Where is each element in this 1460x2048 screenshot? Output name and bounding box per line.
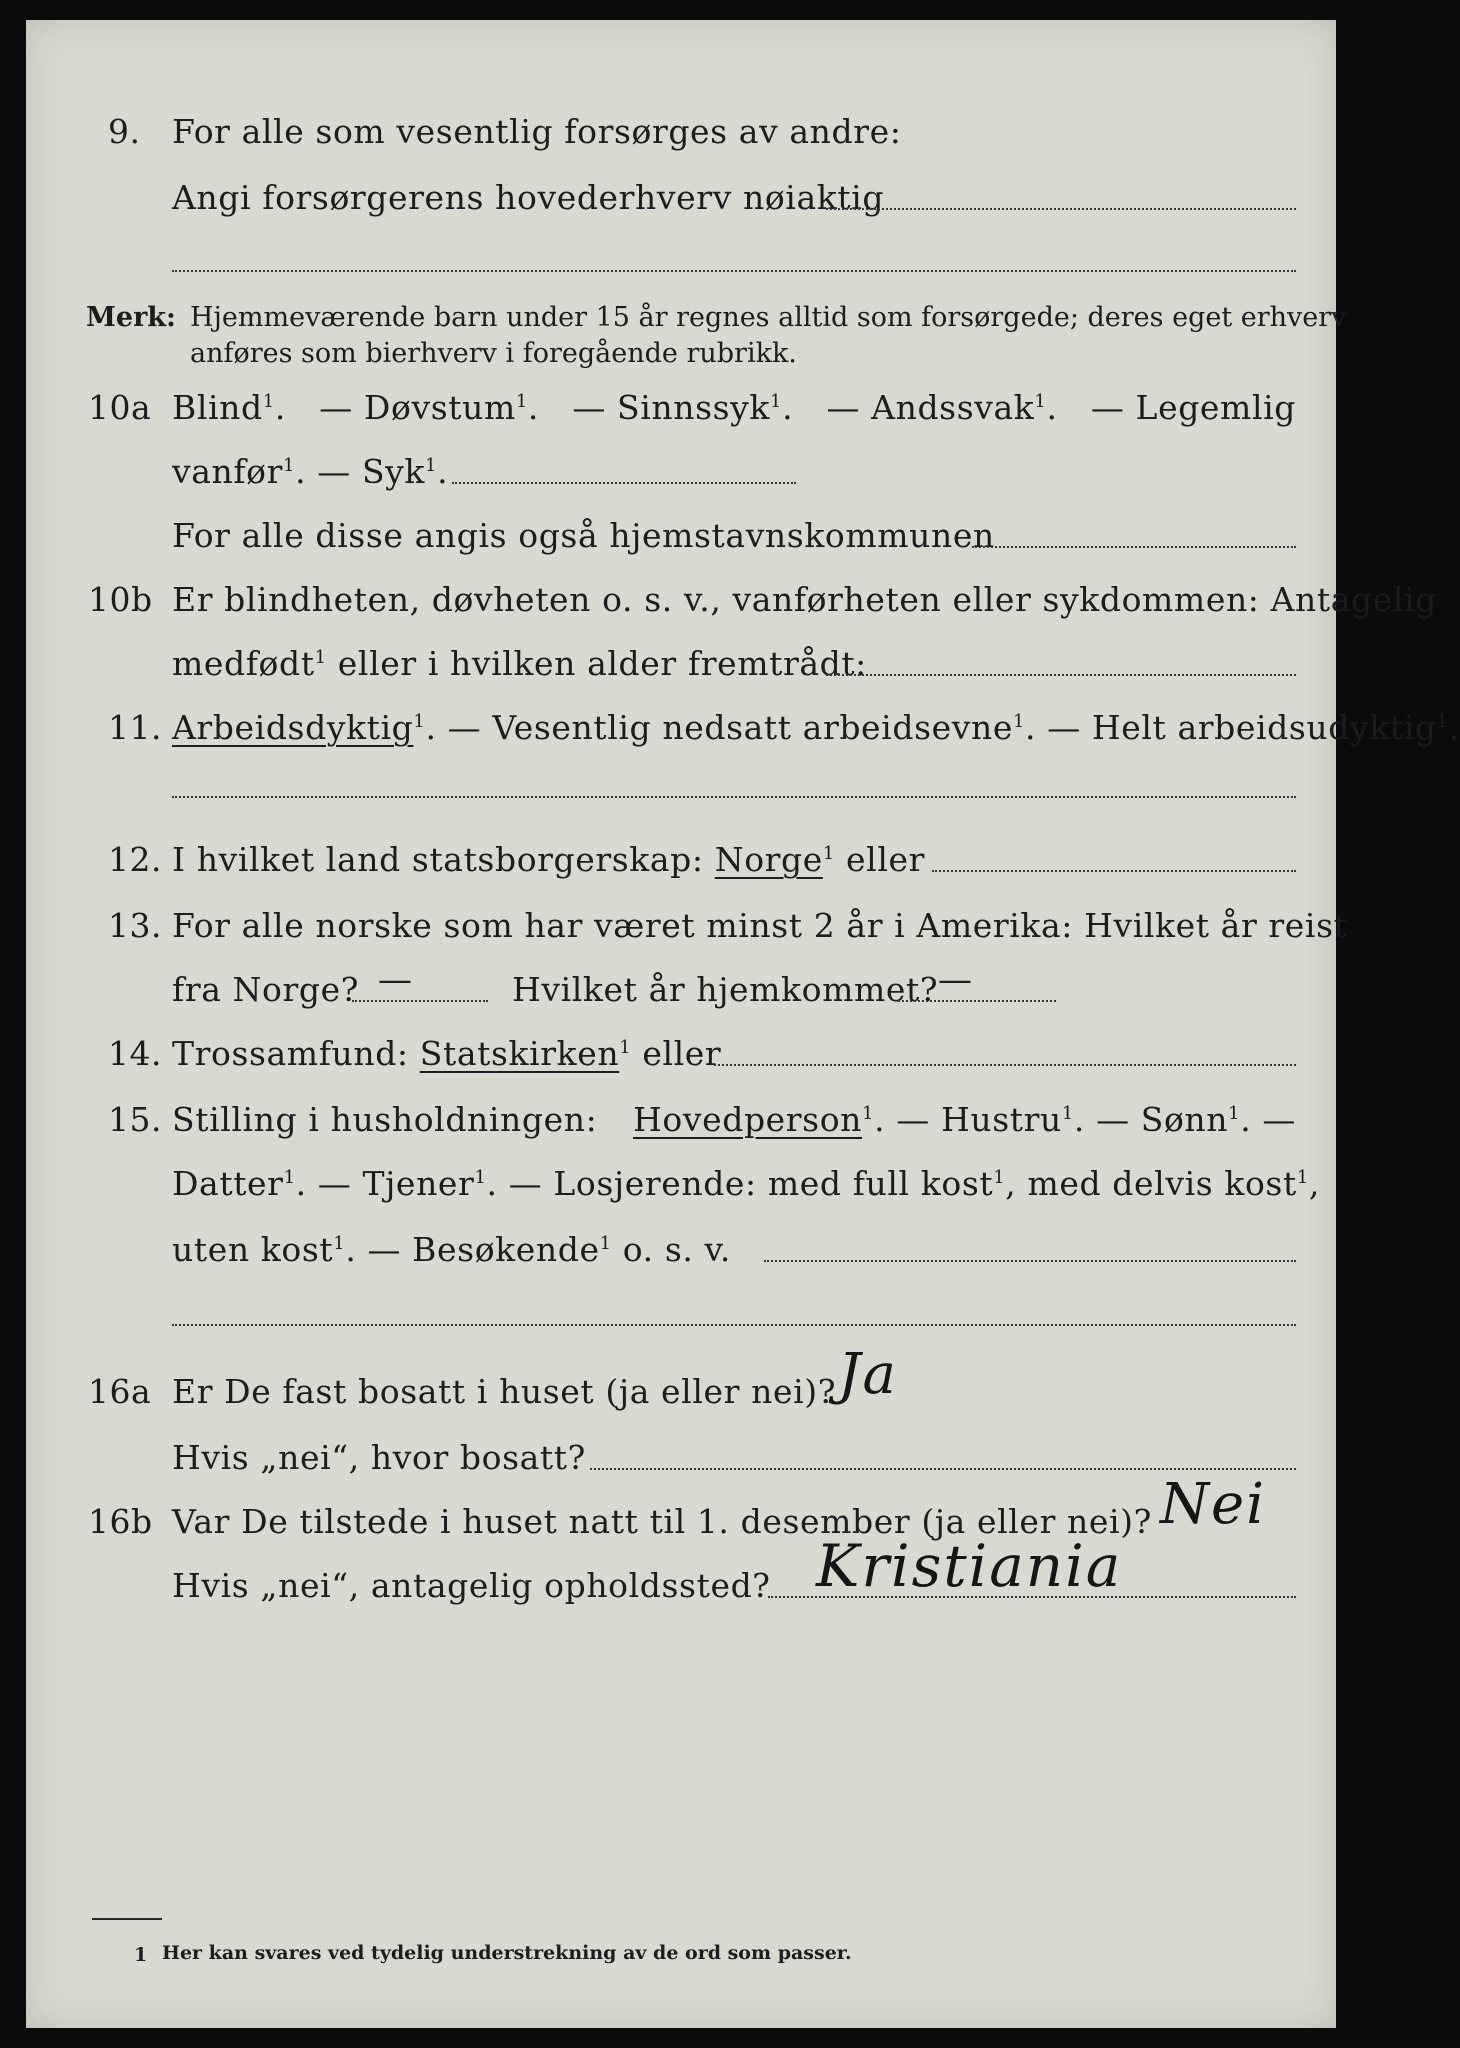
q10a-line3: For alle disse angis også hjemstavnskommunen xyxy=(172,516,995,555)
q10a-option-vanfor: vanfør xyxy=(172,452,284,491)
q15-label: Stilling i husholdningen: xyxy=(172,1100,598,1139)
footnote-ref: 1 xyxy=(515,391,528,412)
q15-extra-field[interactable] xyxy=(172,1324,1296,1326)
q15-number: 15. xyxy=(108,1100,162,1139)
merk-label: Merk: xyxy=(86,302,176,333)
merk-text-line1: Hjemmeværende barn under 15 år regnes alltid som forsørgede; deres eget erhverv xyxy=(190,302,1347,333)
q12-label: I hvilket land statsborgerskap: xyxy=(172,840,704,879)
q10b-alder-field[interactable] xyxy=(826,674,1296,676)
q13-number: 13. xyxy=(108,906,162,945)
q10b-line2 xyxy=(172,644,867,683)
footnote-ref: 1 xyxy=(283,1167,296,1188)
footnote-ref: 1 xyxy=(1012,711,1026,732)
footnote-ref: 1 xyxy=(333,1233,346,1254)
footnote-rule xyxy=(92,1918,162,1920)
q12-answer-norge-selected: Norge xyxy=(714,840,823,879)
footnote-ref: 1 xyxy=(993,1167,1006,1188)
q14-answer-statskirken-selected: Statskirken xyxy=(419,1034,620,1073)
q16a-handwritten-answer: Ja xyxy=(838,1342,898,1407)
q15-comma: , xyxy=(1308,1164,1320,1203)
q16b-number: 16b xyxy=(88,1502,153,1541)
q15-option-hustru: . — Hustru xyxy=(874,1100,1062,1139)
footnote-text: Her kan svares ved tydelig understrekning av de ord som passer. xyxy=(162,1942,852,1964)
q10a-option-andssvak: — Andssvak xyxy=(826,388,1035,427)
footnote-ref: 1 xyxy=(619,1037,632,1058)
q14-eller: eller xyxy=(642,1034,722,1073)
q13-hjemkommet-answer-dash: — xyxy=(938,960,972,1000)
q15-line1 xyxy=(172,1100,1296,1139)
q16b-handwritten-opholdssted: Kristiania xyxy=(816,1532,1123,1600)
q15-option-delvis-kost: , med delvis kost xyxy=(1005,1164,1297,1203)
q15-line2 xyxy=(172,1164,1320,1203)
q15-other-field[interactable] xyxy=(764,1260,1296,1262)
q15-osv: o. s. v. xyxy=(622,1230,731,1269)
footnote-ref: 1 xyxy=(862,1103,875,1124)
q10a-line1: Blind$^1$. — Døvstum$^1$. — Sinnssyk$^1$. — Andssvak$^1$. — Legemlig xyxy=(172,388,1296,427)
q12-eller: eller xyxy=(846,840,925,879)
q13-hjemkommet-label: Hvilket år hjemkommet? xyxy=(512,970,939,1009)
q10a-number: 10a xyxy=(88,388,152,427)
q11-period: . xyxy=(1448,708,1460,747)
q14-number: 14. xyxy=(108,1034,162,1073)
q10a-option-sinnssyk: — Sinnssyk xyxy=(572,388,770,427)
footnote-ref: 1 xyxy=(425,455,438,476)
q10a-syk-field[interactable] xyxy=(452,482,796,484)
q15-option-hovedperson-selected: Hovedperson xyxy=(633,1100,863,1139)
q11-extra-field[interactable] xyxy=(172,796,1296,798)
q16a-line2: Hvis „nei“, hvor bosatt? xyxy=(172,1438,586,1477)
q10a-option-dovstum: — Døvstum xyxy=(319,388,516,427)
q10a-hjemstavn-field[interactable] xyxy=(972,546,1296,548)
q16b-handwritten-answer: Nei xyxy=(1160,1472,1267,1537)
footnote-ref: 1 xyxy=(1061,1103,1074,1124)
q10b-alder-label: eller i hvilken alder fremtrådt: xyxy=(337,644,867,683)
footnote-ref: 1 xyxy=(1436,711,1449,732)
q11-line xyxy=(172,708,1460,747)
footnote-ref: 1 xyxy=(283,455,296,476)
q10b-line1: Er blindheten, døvheten o. s. v., vanførheten eller sykdommen: Antagelig xyxy=(172,580,1437,619)
q13-reist-label: fra Norge? xyxy=(172,970,360,1009)
footnote-ref: 1 xyxy=(599,1233,612,1254)
merk-text-line2: anføres som bierhverv i foregående rubrikk. xyxy=(190,338,797,369)
q16a-bosatt-field[interactable] xyxy=(590,1468,1296,1470)
q9-text-line1: For alle som vesentlig forsørges av andre: xyxy=(172,112,902,151)
q16b-line2: Hvis „nei“, antagelig opholdssted? xyxy=(172,1566,771,1605)
q10b-number: 10b xyxy=(88,580,153,619)
footnote-ref: 1 xyxy=(474,1167,487,1188)
q9-text-line2: Angi forsørgerens hovederhverv nøiaktig xyxy=(172,178,885,217)
q15-option-besokende: . — Besøkende xyxy=(345,1230,600,1269)
q16a-line1: Er De fast bosatt i huset (ja eller nei)? xyxy=(172,1372,836,1411)
footnote-ref: 1 xyxy=(822,843,835,864)
q16a-number: 16a xyxy=(88,1372,152,1411)
footnote-ref: 1 xyxy=(1228,1103,1241,1124)
footnote-ref: 1 xyxy=(262,391,275,412)
census-form-page xyxy=(26,20,1460,2028)
q14-label: Trossamfund: xyxy=(172,1034,409,1073)
q13-hjemkommet-field[interactable] xyxy=(898,1000,1056,1002)
footnote-ref: 1 xyxy=(770,391,783,412)
footnote-ref: 1 xyxy=(314,647,327,668)
q11-option-nedsatt: . — Vesentlig nedsatt arbeidsevne xyxy=(425,708,1013,747)
q12-line xyxy=(172,840,925,879)
q15-sep: . — xyxy=(1240,1100,1296,1139)
q12-other-field[interactable] xyxy=(932,870,1296,872)
q9-answer-field[interactable] xyxy=(826,208,1296,210)
footnote-ref: 1 xyxy=(1296,1167,1309,1188)
q14-other-field[interactable] xyxy=(714,1064,1296,1066)
q14-line xyxy=(172,1034,721,1073)
q15-option-datter: Datter xyxy=(172,1164,284,1203)
q11-option-arbeidsdyktig-selected: Arbeidsdyktig xyxy=(172,708,414,747)
q10a-line2: vanfør$^1$. — Syk$^1$. xyxy=(172,452,449,491)
q15-line3 xyxy=(172,1230,731,1269)
footnote-mark: 1 xyxy=(134,1944,148,1966)
q15-option-tjener: . — Tjener xyxy=(295,1164,475,1203)
q11-option-udyktig: . — Helt arbeidsudyktig xyxy=(1025,708,1437,747)
q10a-option-blind: Blind xyxy=(172,388,263,427)
footnote-ref: 1 xyxy=(1034,391,1047,412)
q10a-option-syk: — Syk xyxy=(317,452,426,491)
q15-option-full-kost: . — Losjerende: med full kost xyxy=(486,1164,994,1203)
q11-number: 11. xyxy=(108,708,162,747)
q15-option-sonn: . — Sønn xyxy=(1073,1100,1229,1139)
q13-reist-field[interactable] xyxy=(352,1000,488,1002)
q9-number: 9. xyxy=(108,112,141,151)
q15-option-uten-kost: uten kost xyxy=(172,1230,334,1269)
q13-reist-answer-dash: — xyxy=(378,960,412,1000)
q13-line1: For alle norske som har været minst 2 år i Amerika: Hvilket år reist xyxy=(172,906,1348,945)
q10b-option-medfodt: medfødt xyxy=(172,644,315,683)
q9-answer-field-2[interactable] xyxy=(172,270,1296,272)
q16b-line1: Var De tilstede i huset natt til 1. desember (ja eller nei)? xyxy=(172,1502,1152,1541)
q10a-option-legemlig: — Legemlig xyxy=(1090,388,1296,427)
q12-number: 12. xyxy=(108,840,162,879)
footnote-ref: 1 xyxy=(413,711,426,732)
